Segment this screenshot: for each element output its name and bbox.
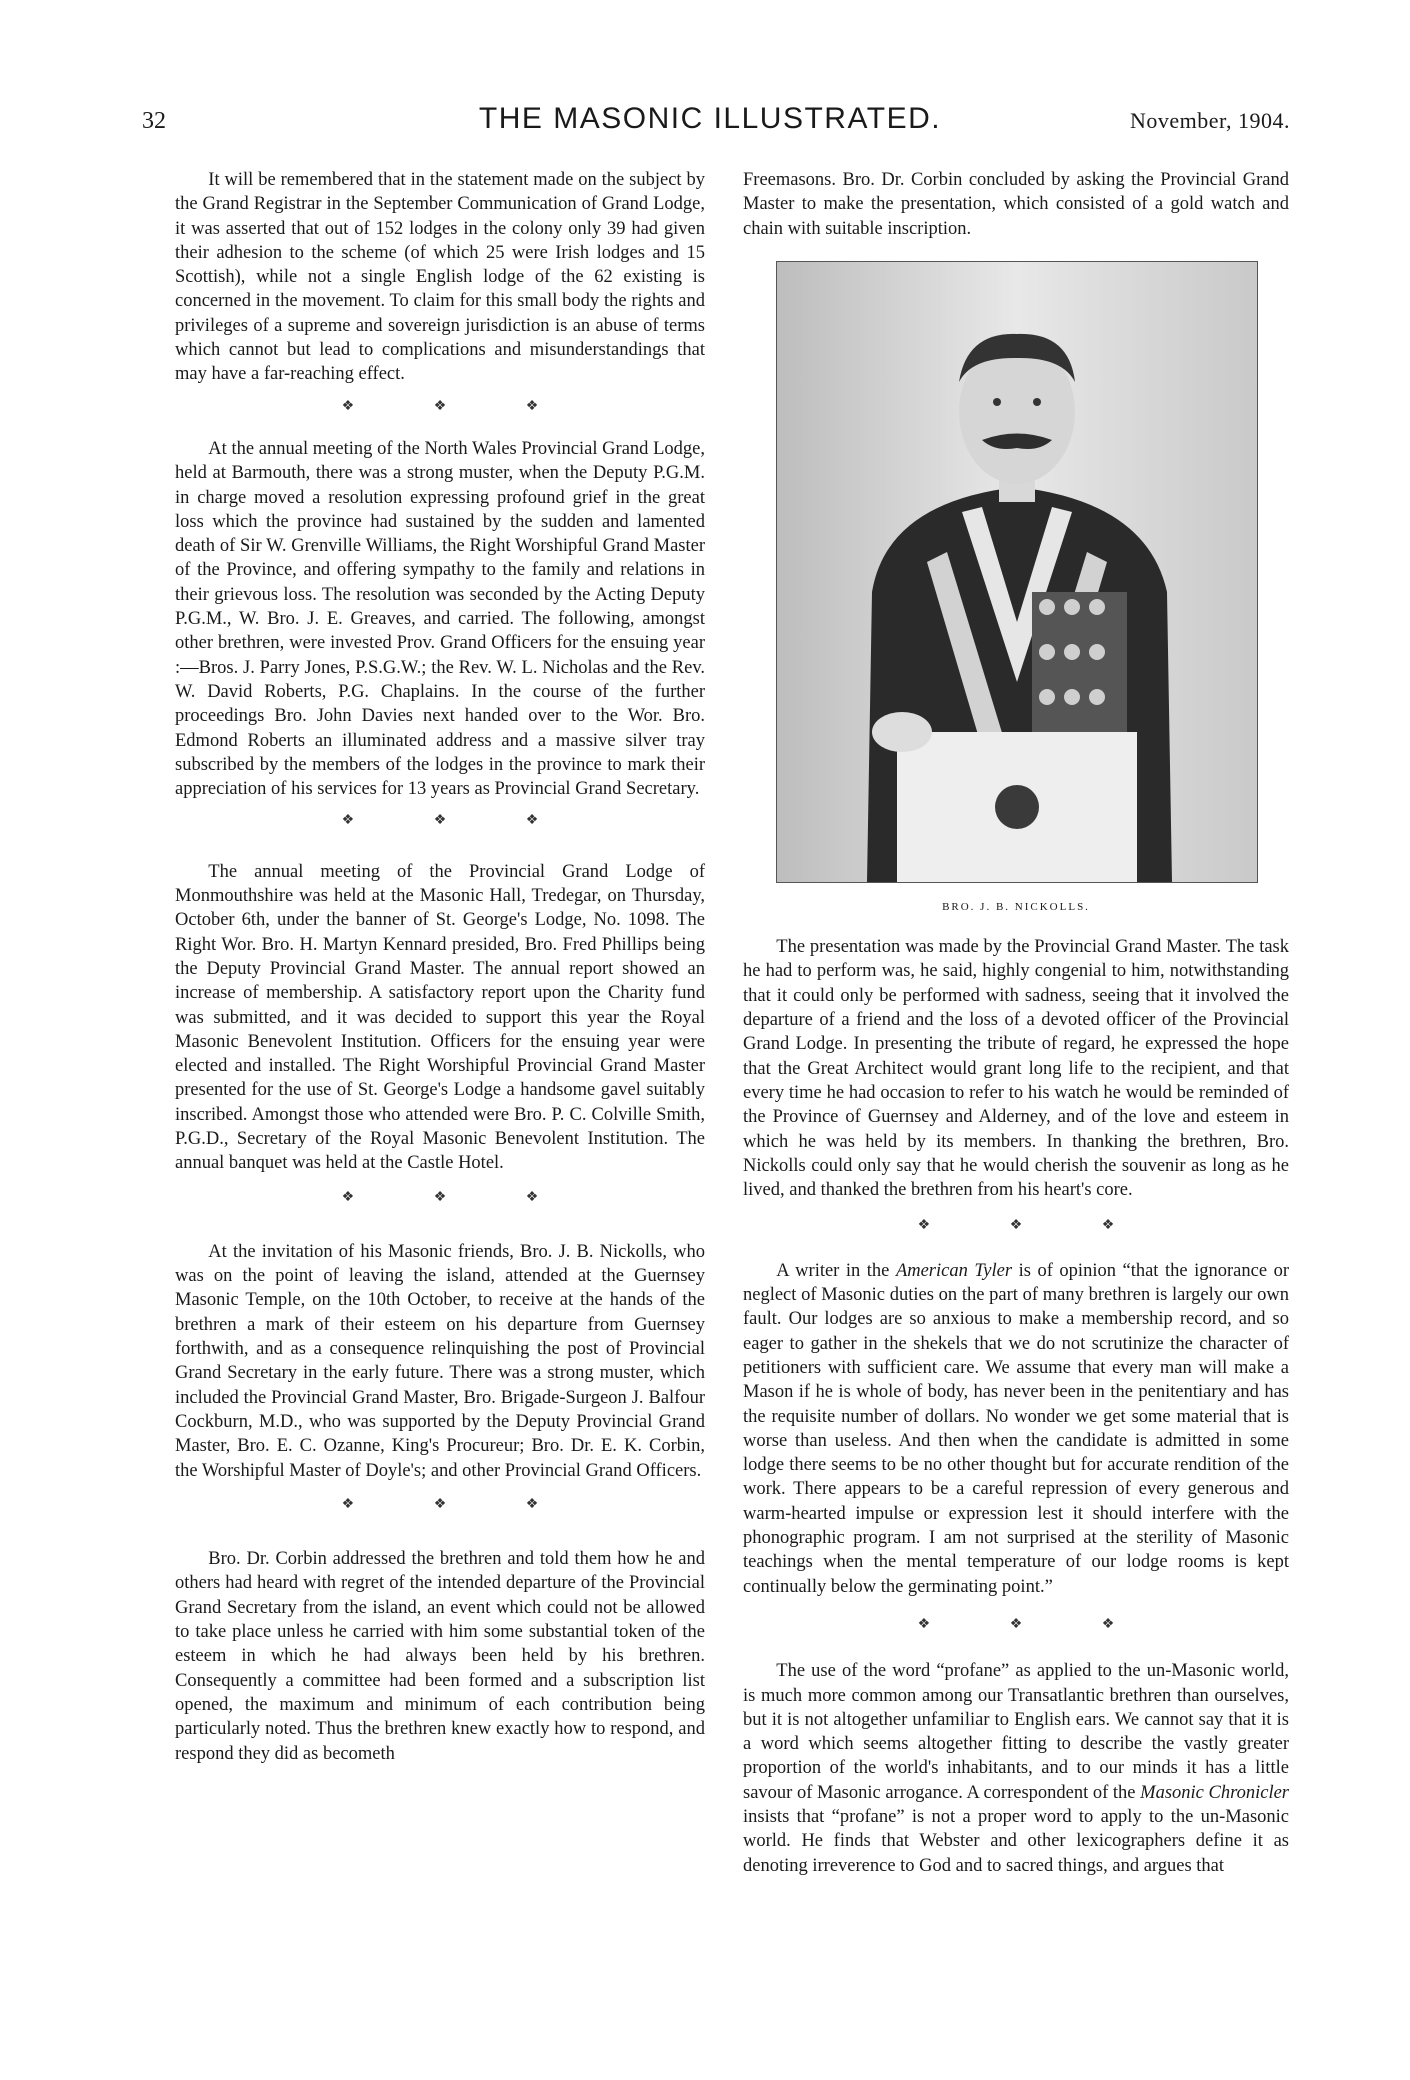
portrait-photo bbox=[776, 261, 1258, 883]
publication-title: Masonic Chronicler bbox=[1140, 1782, 1290, 1803]
article-paragraph bbox=[743, 1259, 1289, 1599]
article-paragraph: Freemasons. Bro. Dr. Corbin concluded by asking the Provincial Grand Master to make the presentation, which consisted of a gold watch and chain with suitable inscription. bbox=[743, 170, 1289, 239]
article-paragraph: At the annual meeting of the North Wales Provincial Grand Lodge, held at Barmouth, there was a strong muster, when the Deputy P.G.M. in charge moved a resolution expressing profound grief in the great loss which the province had sustained by the sudden and lamented death of Sir W. Grenville Williams, the Right Worshipful Grand Master of the Province, and offering sympathy to the family and relations in their grievous loss. The resolution was seconded by the Acting Deputy P.G.M., W. Bro. J. E. Greaves, and carried. The following, amongst other brethren, were invested Prov. Grand Officers for the ensuing year :—Bros. J. Parry Jones, P.S.G.W.; the Rev. W. L. Nicholas and the Rev. W. David Roberts, P.G. Chaplains. In the course of the further proceedings Bro. John Davies next handed over to the Wor. Bro. Edmond Roberts an illuminated address and a massive silver tray subscribed by the members of the lodges in the province to mark their appreciation of his services for 13 years as Provincial Grand Secretary. bbox=[175, 438, 705, 800]
ornament-divider: ❖ ❖ ❖ bbox=[341, 398, 577, 414]
issue-date: November, 1904. bbox=[1130, 108, 1290, 133]
article-paragraph: The presentation was made by the Provincial Grand Master. The task he had to perform was, he said, highly congenial to him, notwithstanding that it could only be performed with sadness, seeing that it involved the departure of a friend and the loss of a devoted officer of the Provincial Grand Lodge. In presenting the tribute of regard, he expressed the hope that the Great Architect would grant long life to the recipient, and that every time he had occasion to refer to his watch he would be reminded of the Province of Guernsey and Alderney, and of the love and esteem in which he was held by its members. In thanking the brethren, Bro. Nickolls could only say that he would cherish the souvenir as long as he lived, and thanked the brethren from his heart's core. bbox=[743, 937, 1289, 1201]
page-header bbox=[130, 102, 1290, 142]
ornament-divider: ❖ ❖ ❖ bbox=[341, 1496, 577, 1512]
right-column bbox=[743, 168, 1289, 1878]
article-paragraph bbox=[743, 1659, 1289, 1878]
text-run: is of opinion “that the ignorance or neglect of Masonic duties on the part of many brethren is largely our own fault. Our lodges are so anxious to make a membership record, and so eager to gather in the shekels that we do not scrutinize the character of petitioners with sufficient care. We assume that every man will make a Mason if he is whole of body, has never been in the penitentiary and has the requisite number of dollars. No wonder we get some material that is worse than useless. And then when the candidate is admitted in some lodge there seems to be no other thought but for accurate rendition of the work. There appears to be a careful repression of every generous and warm-hearted impulse or expression lest it should interfere with the phonographic program. I am not surprised at the sterility of Masonic teachings when the mental temperature of our lodge rooms is kept continually below the germinating point.” bbox=[743, 1260, 1289, 1597]
ornament-divider: ❖ ❖ ❖ bbox=[917, 1616, 1153, 1632]
portrait-figure bbox=[776, 261, 1256, 919]
ornament-divider: ❖ ❖ ❖ bbox=[341, 813, 577, 829]
left-column bbox=[175, 168, 705, 1766]
text-run: The use of the word “profane” as applied to the un-Masonic world, is much more common among our Transatlantic brethren than ourselves, but it is not altogether unfamiliar to English ears. We cannot say that it is a word which seems altogether fitting to describe the vastly greater proportion of the world's inhabitants, and to our minds it has a little savour of Masonic arrogance. A correspondent of the bbox=[743, 1661, 1289, 1803]
article-paragraph: It will be remembered that in the statement made on the subject by the Grand Registrar in the September Communication of Grand Lodge, it was asserted that out of 152 lodges in the colony only 39 had given their adhesion to the scheme (of which 25 were Irish lodges and 15 Scottish), while not a single English lodge of the 62 existing is concerned in the movement. To claim for this small body the rights and privileges of a supreme and sovereign jurisdiction is an abuse of terms which cannot but lead to complications and misunderstandings that may have a far-reaching effect. bbox=[175, 170, 705, 385]
article-paragraph: At the invitation of his Masonic friends, Bro. J. B. Nickolls, who was on the point of leaving the island, attended at the Guernsey Masonic Temple, on the 10th October, to receive at the hands of the brethren a mark of their esteem on his departure from Guernsey forthwith, and as a consequence relinquishing the post of Provincial Grand Secretary in the early future. There was a strong muster, which included the Provincial Grand Master, Bro. Brigade-Surgeon J. Balfour Cockburn, M.D., who was supported by the Deputy Provincial Grand Master, Bro. E. C. Ozanne, King's Procureur; Bro. Dr. E. K. Corbin, the Worshipful Master of Doyle's; and other Provincial Grand Officers. bbox=[175, 1241, 705, 1481]
text-run: A writer in the bbox=[776, 1260, 896, 1281]
ornament-divider: ❖ ❖ ❖ bbox=[917, 1218, 1153, 1234]
article-paragraph: The annual meeting of the Provincial Grand Lodge of Monmouthshire was held at the Masonic Hall, Tredegar, on Thursday, October 6th, under the banner of St. George's Lodge, No. 1098. The Right Wor. Bro. H. Martyn Kennard presided, Bro. Fred Phillips being the Deputy Provincial Grand Master. The annual report showed an increase of membership. A satisfactory report upon the Charity fund was submitted, and it was decided to support this year the Royal Masonic Benevolent Institution. Officers for the ensuing year were elected and installed. The Right Worshipful Provincial Grand Master presented for the use of St. George's Lodge a handsome gavel suitably inscribed. Amongst those who attended were Bro. P. C. Colville Smith, P.G.D., Secretary of the Royal Masonic Benevolent Institution. The annual banquet was held at the Castle Hotel. bbox=[175, 861, 705, 1174]
portrait-caption: BRO. J. B. NICKOLLS. bbox=[942, 900, 1090, 913]
masthead-title: THE MASONIC ILLUSTRATED. bbox=[478, 102, 942, 135]
page-number: 32 bbox=[142, 108, 166, 134]
ornament-divider: ❖ ❖ ❖ bbox=[341, 1189, 577, 1205]
publication-title: American Tyler bbox=[895, 1260, 1013, 1281]
article-paragraph: Bro. Dr. Corbin addressed the brethren and told them how he and others had heard with regret of the intended departure of the Provincial Grand Secretary from the island, an event which could not be allowed to take place unless he carried with him some substantial token of the esteem in which he had always been held by his brethren. Consequently a committee had been formed and a subscription list opened, the maximum and minimum of each contribution being particularly noted. Thus the brethren knew exactly how to respond, and respond they did as becometh bbox=[175, 1549, 705, 1764]
text-run: insists that “profane” is not a proper word to apply to the un-Masonic world. He finds that Webster and other lexicographers define it as denoting irreverence to God and to sacred things, and argues that bbox=[743, 1806, 1289, 1876]
